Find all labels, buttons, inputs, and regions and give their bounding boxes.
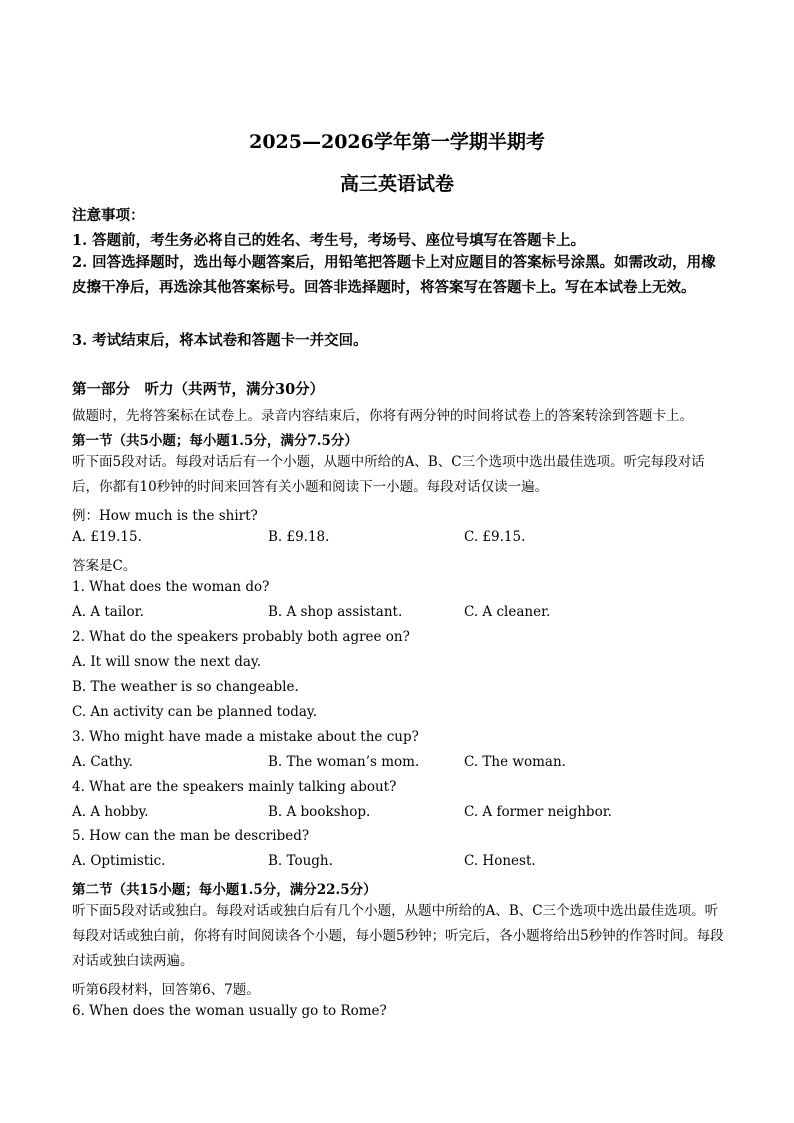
notice-heading: 注意事项： bbox=[72, 207, 145, 224]
notice-item-3: 3. 考试结束后，将本试卷和答题卡一并交回。 bbox=[72, 332, 368, 349]
part1-instruction: 做题时，先将答案标在试卷上。录音内容结束后，你将有两分钟的时间将试卷上的答案转涂到答题卡上。 bbox=[72, 408, 693, 424]
notice-item-1: 1. 答题前，考生务必将自己的姓名、考生号，考场号、座位号填写在答题卡上。 bbox=[72, 232, 586, 249]
example-answer: 答案是C。 bbox=[72, 558, 137, 574]
q2-option-a: A. It will snow the next day. bbox=[72, 654, 262, 670]
q5-option-c: C. Honest. bbox=[464, 853, 536, 869]
exam-title: 2025—2026学年第一学期半期考 bbox=[249, 131, 545, 153]
example-question: 例：How much is the shirt? bbox=[72, 508, 258, 524]
question-5: 5. How can the man be described? bbox=[72, 828, 310, 844]
q2-option-b: B. The weather is so changeable. bbox=[72, 679, 299, 695]
question-1: 1. What does the woman do? bbox=[72, 579, 270, 595]
example-option-b: B. £9.18. bbox=[268, 529, 330, 545]
question-3: 3. Who might have made a mistake about the cup? bbox=[72, 729, 419, 745]
example-option-a: A. £19.15. bbox=[72, 529, 142, 545]
section2-heading: 第二节（共15小题；每小题1.5分，满分22.5分） bbox=[72, 882, 377, 898]
material-6-note: 听第6段材料，回答第6、7题。 bbox=[72, 982, 260, 998]
q5-option-b: B. Tough. bbox=[268, 853, 333, 869]
question-4: 4. What are the speakers mainly talking about? bbox=[72, 779, 397, 795]
q4-option-c: C. A former neighbor. bbox=[464, 804, 612, 820]
q1-option-c: C. A cleaner. bbox=[464, 604, 551, 620]
q4-option-a: A. A hobby. bbox=[72, 804, 149, 820]
section2-instruction: 听下面5段对话或独白。每段对话或独白后有几个小题，从题中所给的A、B、C三个选项中选出最佳选项。听每段对话或独白前，你将有时间阅读各个小题，每小题5秒钟；听完后，各小题将给出5秒钟的作答时间。每段对话或独白读两遍。 bbox=[72, 903, 724, 969]
q1-option-b: B. A shop assistant. bbox=[268, 604, 403, 620]
part1-heading: 第一部分 听力（共两节，满分30分） bbox=[72, 381, 325, 398]
q5-option-a: A. Optimistic. bbox=[72, 853, 166, 869]
q3-option-c: C. The woman. bbox=[464, 754, 566, 770]
exam-subtitle: 高三英语试卷 bbox=[339, 173, 454, 195]
q3-option-b: B. The woman’s mom. bbox=[268, 754, 420, 770]
section1-instruction: 听下面5段对话。每段对话后有一个小题，从题中所给的A、B、C三个选项中选出最佳选项。听完每段对话后，你都有10秒钟的时间来回答有关小题和阅读下一小题。每段对话仅读一遍。 bbox=[72, 454, 705, 495]
q1-option-a: A. A tailor. bbox=[72, 604, 144, 620]
q3-option-a: A. Cathy. bbox=[72, 754, 133, 770]
section1-heading: 第一节（共5小题；每小题1.5分，满分7.5分） bbox=[72, 433, 358, 449]
example-option-c: C. £9.15. bbox=[464, 529, 526, 545]
q4-option-b: B. A bookshop. bbox=[268, 804, 371, 820]
question-6: 6. When does the woman usually go to Rome? bbox=[72, 1003, 387, 1019]
q2-option-c: C. An activity can be planned today. bbox=[72, 704, 318, 720]
question-2: 2. What do the speakers probably both agree on? bbox=[72, 629, 410, 645]
notice-item-2: 2. 回答选择题时，选出每小题答案后，用铅笔把答题卡上对应题目的答案标号涂黑。如需改动，用橡皮擦干净后，再选涂其他答案标号。回答非选择题时，将答案写在答题卡上。写在本试卷上无效。 bbox=[72, 254, 716, 296]
